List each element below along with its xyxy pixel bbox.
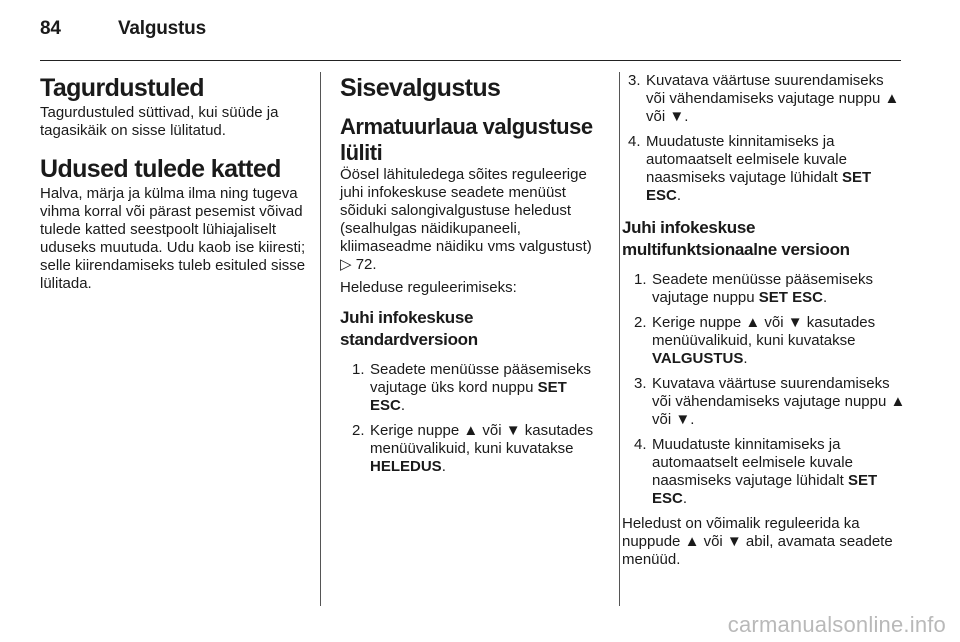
- list-item: 4. Muudatuste kinnitamiseks ja automaatselt eelmisele kuvale naasmiseks vajutage lühidalt SET ESC.: [634, 436, 878, 507]
- column-divider-1: [320, 72, 321, 606]
- list-item: 3. Kuvatava väärtuse suurendamiseks või vähendamiseks vajutage nuppu ▲ või ▼.: [634, 375, 906, 428]
- column-1: [40, 72, 310, 293]
- heading-tagurdustuled: Tagurdustuled: [40, 74, 204, 102]
- steps-multifunction: [622, 271, 906, 508]
- paragraph-fogged-covers: Halva, märja ja külma ilma ning tugeva vihma korral või pärast pesemist võivad tulede katted seestpoolt lühiajaliselt uduseks muutuda. Udu kaob ise kiiresti; selle kiirendamiseks tuleb esituled sisse lülitada.: [40, 185, 306, 292]
- heading-multifunction-version: Juhi infokeskuse multifunktsionaalne versioon: [622, 218, 850, 259]
- page-title: Valgustus: [118, 18, 206, 39]
- column-divider-2: [619, 72, 620, 606]
- list-item: 4. Muudatuste kinnitamiseks ja automaatselt eelmisele kuvale naasmiseks vajutage lühidalt SET ESC.: [628, 133, 872, 204]
- paragraph-adjust: Heleduse reguleerimiseks:: [340, 279, 517, 296]
- list-item: 1. Seadete menüüsse pääsemiseks vajutage nuppu SET ESC.: [634, 271, 873, 306]
- steps-standard-cont: [622, 72, 906, 205]
- heading-udused-tulede-katted: Udused tulede katted: [40, 155, 281, 183]
- column-3: [622, 72, 906, 569]
- page-reference: 72.: [355, 256, 377, 273]
- header-rule: [40, 60, 901, 61]
- watermark: carmanualsonline.info: [727, 612, 946, 637]
- heading-dimmer-switch: Armatuurlaua valgustuse lüliti: [340, 114, 593, 165]
- list-item: 2. Kerige nuppe ▲ või ▼ kasutades menüüvalikuid, kuni kuvatakse HELEDUS.: [352, 422, 594, 475]
- paragraph-reverse-lights: Tagurdustuled süttivad, kui süüde ja tagasikäik on sisse lülitatud.: [40, 104, 279, 139]
- list-item: 2. Kerige nuppe ▲ või ▼ kasutades menüüvalikuid, kuni kuvatakse VALGUSTUS.: [634, 314, 876, 367]
- list-item: 1. Seadete menüüsse pääsemiseks vajutage üks kord nuppu SET ESC.: [352, 361, 591, 414]
- page-reference-icon: ▷: [340, 256, 352, 273]
- heading-sisevalgustus: Sisevalgustus: [340, 74, 501, 102]
- page-number: 84: [40, 18, 61, 39]
- column-2: [340, 72, 602, 483]
- steps-standard: [340, 361, 602, 476]
- paragraph-direct-adjust: Heledust on võimalik reguleerida ka nuppude ▲ või ▼ abil, avamata seadete menüüd.: [622, 515, 893, 568]
- list-item: 3. Kuvatava väärtuse suurendamiseks või vähendamiseks vajutage nuppu ▲ või ▼.: [628, 72, 900, 125]
- heading-standard-version: Juhi infokeskuse standardversioon: [340, 308, 478, 349]
- paragraph-dimmer-intro: Öösel lähituledega sõites reguleerige juhi infokeskuse seadete menüüst sõiduki salongivalgustuse heledust (sealhulgas näidikupaneeli, kliimaseadme näidiku vms valgustust) ▷ 72.: [340, 166, 592, 273]
